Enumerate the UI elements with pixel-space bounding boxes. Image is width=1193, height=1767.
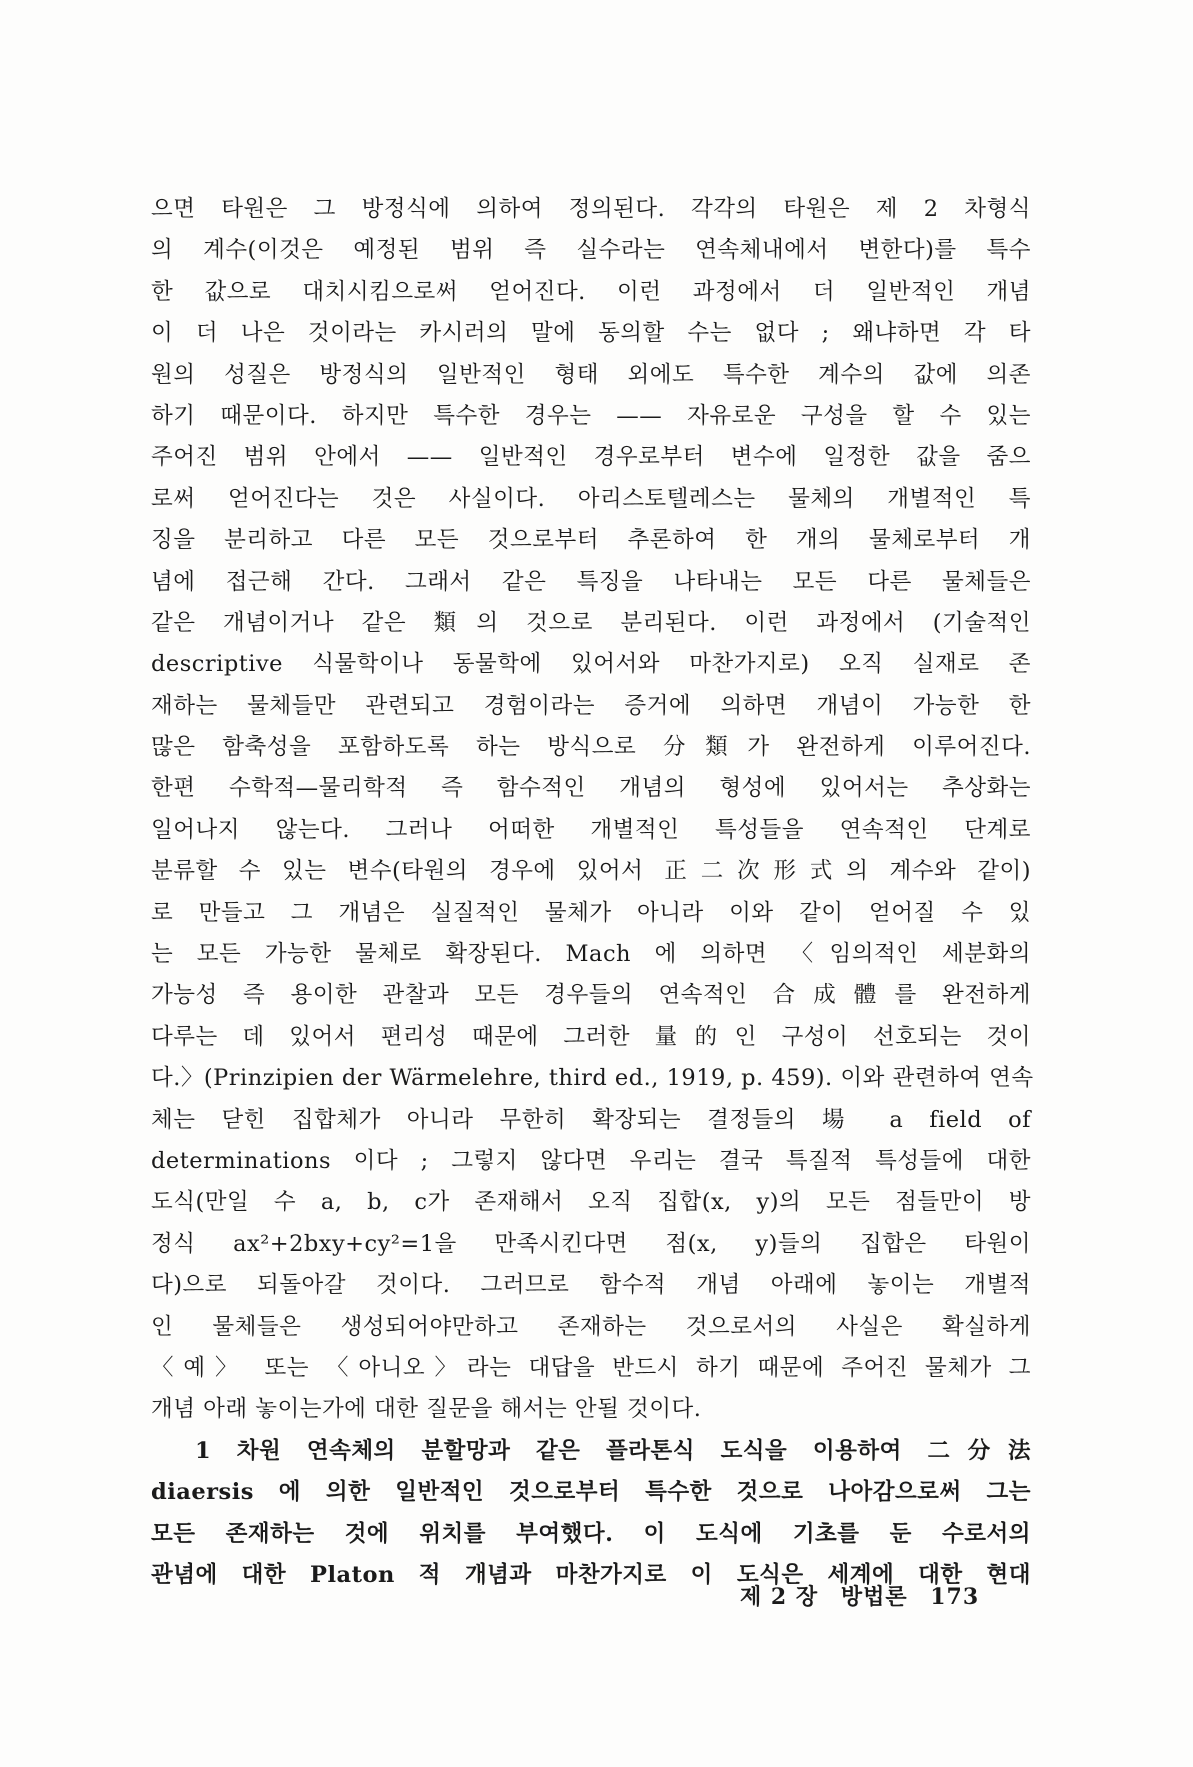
text-line: 많은 함축성을 포함하도록 하는 방식으로 分類가 완전하게 이루어진다. (151, 734, 1031, 761)
text-line: 인 물체들은 생성되어야만하고 존재하는 것으로서의 사실은 확실하게 (151, 1313, 1031, 1340)
text-line: 관념에 대한 Platon 적 개념과 마찬가지로 이 도식은 세계에 대한 현대 (151, 1561, 1031, 1588)
chapter-label: 제 2 장 (740, 1584, 819, 1610)
text-line: 한 값으로 대치시킴으로써 얻어진다. 이런 과정에서 더 일반적인 개념 (151, 278, 1031, 305)
text-line: 주어진 범위 안에서 —— 일반적인 경우로부터 변수에 일정한 값을 줌으 (151, 444, 1031, 471)
text-line: diaersis 에 의한 일반적인 것으로부터 특수한 것으로 나아감으로써 그는 (151, 1479, 1031, 1506)
text-line: 다루는 데 있어서 편리성 때문에 그러한 量的인 구성이 선호되는 것이 (151, 1023, 1031, 1050)
text-line: 모든 존재하는 것에 위치를 부여했다. 이 도식에 기초를 둔 수로서의 (151, 1520, 1031, 1547)
text-line: 다.〉(Prinzipien der Wärmelehre, third ed., 1919, p. 459). 이와 관련하여 연속 (151, 1065, 1034, 1092)
text-line: descriptive 식물학이나 동물학에 있어서와 마찬가지로) 오직 실재로 존 (151, 651, 1031, 678)
text-line: determinations 이다 ; 그렇지 않다면 우리는 결국 특질적 특성들에 대한 (151, 1147, 1031, 1174)
text-line: 징을 분리하고 다른 모든 것으로부터 추론하여 한 개의 물체로부터 개 (151, 527, 1031, 554)
chapter-title: 방법론 (840, 1584, 908, 1610)
body-text (151, 189, 1034, 1596)
text-line: 의 계수(이것은 예정된 범위 즉 실수라는 연속체내에서 변한다)를 특수 (151, 237, 1031, 264)
text-line: 〈예〉 또는 〈아니오〉라는 대답을 반드시 하기 때문에 주어진 물체가 그 (151, 1354, 1031, 1381)
text-line: 재하는 물체들만 관련되고 경험이라는 증거에 의하면 개념이 가능한 한 (151, 692, 1031, 719)
text-line: 로써 얻어진다는 것은 사실이다. 아리스토텔레스는 물체의 개별적인 특 (151, 485, 1031, 512)
text-line: 으면 타원은 그 방정식에 의하여 정의된다. 각각의 타원은 제 2 차형식 (151, 196, 1031, 222)
paragraph-end-line: 개념 아래 놓이는가에 대한 질문을 해서는 안될 것이다. (151, 1396, 702, 1423)
text-line: 가능성 즉 용이한 관찰과 모든 경우들의 연속적인 合成體를 완전하게 (151, 982, 1031, 1009)
page-number: 173 (930, 1584, 980, 1610)
text-line: 정식 ax²+2bxy+cy²=1을 만족시킨다면 점(x, y)들의 집합은 타원이 (151, 1230, 1031, 1257)
text-line: 는 모든 가능한 물체로 확장된다. Mach 에 의하면 〈임의적인 세분화의 (151, 941, 1031, 968)
text-line: 도식(만일 수 a, b, c가 존재해서 오직 집합(x, y)의 모든 점들만이 방 (151, 1189, 1031, 1216)
text-line: 하기 때문이다. 하지만 특수한 경우는 —— 자유로운 구성을 할 수 있는 (151, 402, 1031, 429)
text-line: 한편 수학적—물리학적 즉 함수적인 개념의 형성에 있어서는 추상화는 (151, 775, 1031, 802)
text-line: 일어나지 않는다. 그러나 어떠한 개별적인 특성들을 연속적인 단계로 (151, 816, 1031, 843)
text-line: 이 더 나은 것이라는 카시러의 말에 동의할 수는 없다 ; 왜냐하면 각 타 (151, 320, 1031, 347)
text-line: 로 만들고 그 개념은 실질적인 물체가 아니라 이와 같이 얻어질 수 있 (151, 899, 1031, 926)
paragraph-start-line: 1 차원 연속체의 분할망과 같은 플라톤식 도식을 이용하여 二分法 (195, 1437, 1031, 1464)
text-line: 다)으로 되돌아갈 것이다. 그러므로 함수적 개념 아래에 놓이는 개별적 (151, 1272, 1031, 1299)
page-footer (740, 1580, 979, 1611)
text-line: 념에 접근해 간다. 그래서 같은 특징을 나타내는 모든 다른 물체들은 (151, 568, 1031, 595)
text-line: 체는 닫힌 집합체가 아니라 무한히 확장되는 결정들의 場 a field of (151, 1106, 1031, 1133)
text-line: 분류할 수 있는 변수(타원의 경우에 있어서 正二次形式의 계수와 같이) (151, 858, 1031, 885)
text-line: 원의 성질은 방정식의 일반적인 형태 외에도 특수한 계수의 값에 의존 (151, 361, 1031, 388)
text-line: 같은 개념이거나 같은 類의 것으로 분리된다. 이런 과정에서 (기술적인 (151, 609, 1031, 636)
